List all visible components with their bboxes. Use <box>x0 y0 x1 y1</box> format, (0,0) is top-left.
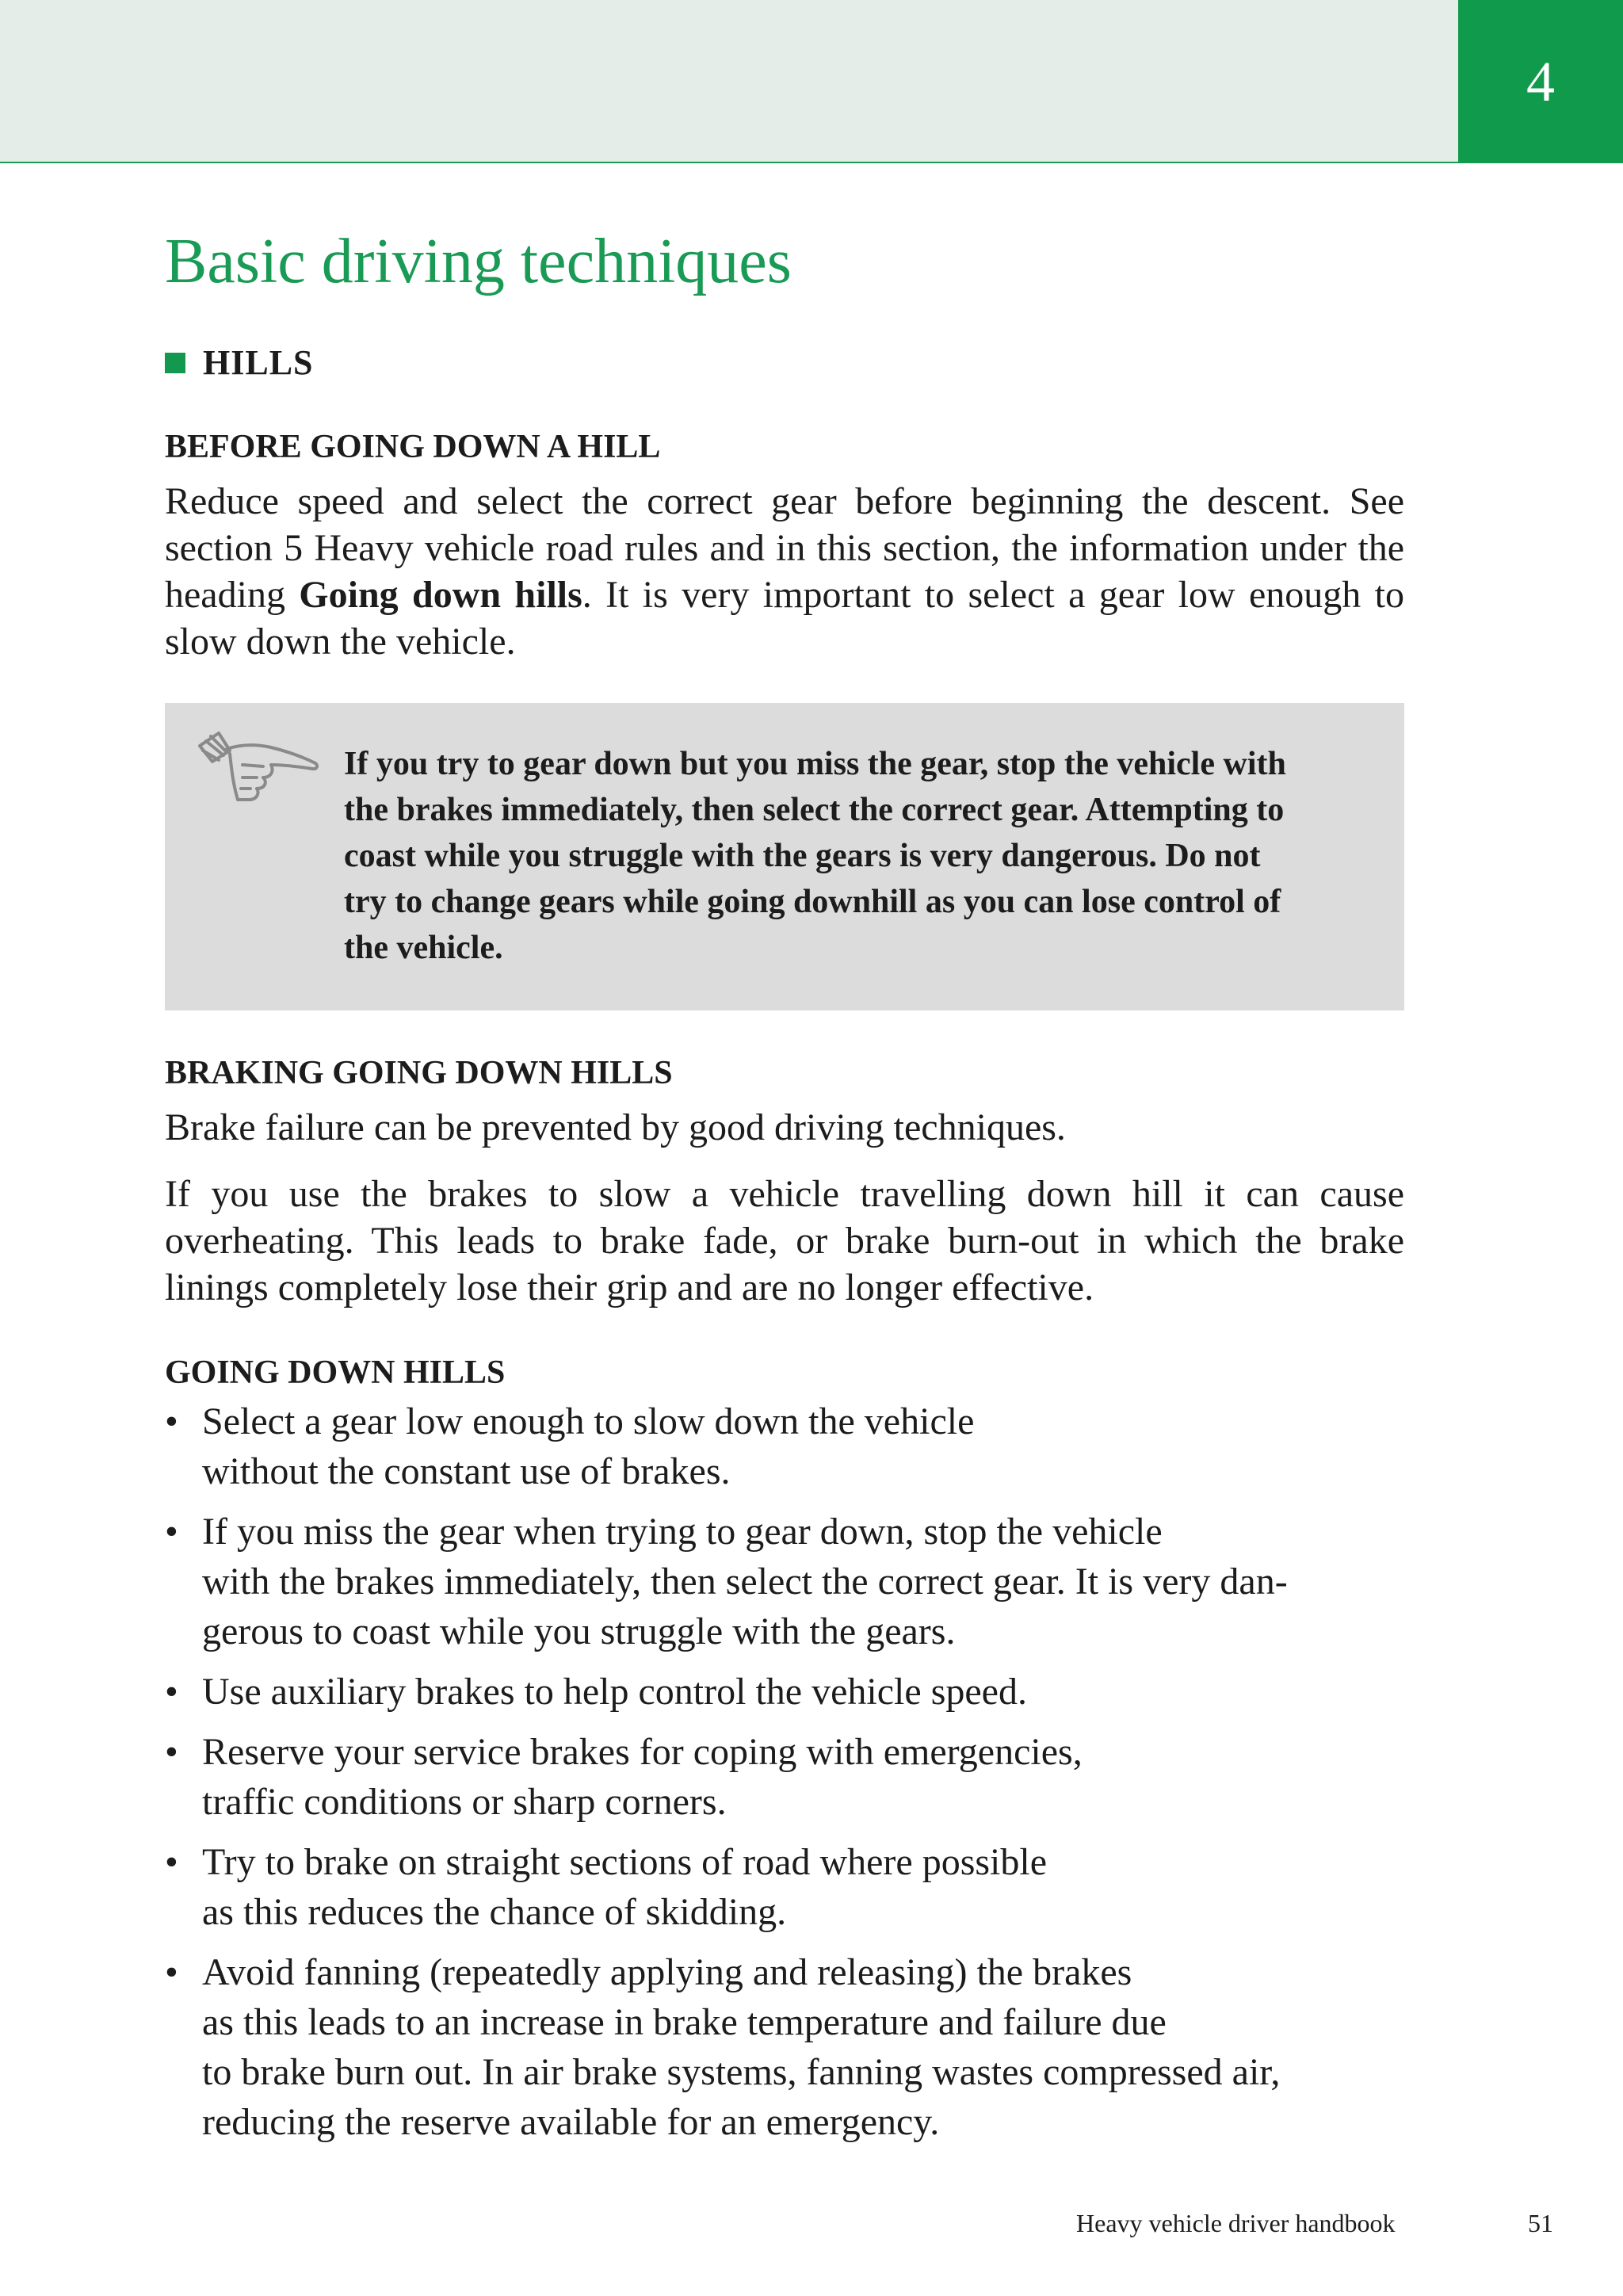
bullet-dot-icon: • <box>165 1671 178 1713</box>
list-item-text: Select a gear low enough to slow down the vehicle without the constant use of brakes. <box>202 1400 975 1492</box>
list-item-text: Avoid fanning (repeatedly applying and releasing) the brakes as this leads to an increase in brake temperature and failure due to brake burn out. In air brake systems, fanning wastes compressed air, reducing the reserve available for an emergency. <box>202 1951 1281 2143</box>
before-going-down-paragraph <box>165 478 1404 665</box>
list-item-text: Reserve your service brakes for coping with emergencies, traffic conditions or sharp corners. <box>202 1731 1083 1823</box>
chapter-number: 4 <box>1526 49 1555 113</box>
list-item <box>165 1837 1404 1937</box>
green-square-bullet-icon <box>165 353 185 373</box>
chapter-number-tab <box>1458 0 1623 163</box>
list-item-text: If you miss the gear when trying to gear down, stop the vehicle with the brakes immediately, then select the correct gear. It is very dan- gerous to coast while you struggle with the gears. <box>202 1511 1288 1652</box>
list-item <box>165 1947 1404 2147</box>
header-band <box>0 0 1458 163</box>
paragraph-text-end: . It is very important to select a gear low enough to slow down the vehicle. <box>165 574 1404 663</box>
pointing-hand-icon <box>195 728 322 808</box>
list-item <box>165 1507 1404 1656</box>
going-down-hills-list <box>165 1396 1404 2157</box>
bullet-dot-icon: • <box>165 1731 178 1773</box>
page-title: Basic driving techniques <box>165 227 792 296</box>
paragraph-text-start: Reduce speed and select the correct gear before beginning the descent. See section 5 Heavy vehicle road rules and in this section, the information under the heading <box>165 480 1404 616</box>
footer-handbook-title: Heavy vehicle driver handbook <box>1076 2209 1396 2237</box>
braking-heading: BRAKING GOING DOWN HILLS <box>165 1055 673 1091</box>
list-item <box>165 1727 1404 1827</box>
before-going-down-heading: BEFORE GOING DOWN A HILL <box>165 429 661 465</box>
bullet-dot-icon: • <box>165 1841 178 1883</box>
page-number: 51 <box>1528 2209 1553 2237</box>
braking-paragraph-2: If you use the brakes to slow a vehicle travelling down hill it can cause overheating. This leads to brake fade, or brake burn-out in which the brake linings completely lose their grip and are no longer effective. <box>165 1173 1404 1308</box>
list-item <box>165 1667 1404 1717</box>
list-item <box>165 1396 1404 1496</box>
warning-note-text: If you try to gear down but you miss the gear, stop the vehicle with the brakes immediately, then select the correct gear. Attempting to coast while you struggle with the gears is very dangerous. Do not try to change gears while going downhill as you can lose control of the vehicle. <box>344 746 1286 966</box>
braking-paragraph-1: Brake failure can be prevented by good driving techniques. <box>165 1106 1066 1148</box>
going-down-hills-heading: GOING DOWN HILLS <box>165 1354 506 1391</box>
list-item-text: Try to brake on straight sections of road where possible as this reduces the chance of skidding. <box>202 1841 1048 1933</box>
section-label: HILLS <box>203 343 314 382</box>
list-item-text: Use auxiliary brakes to help control the vehicle speed. <box>202 1671 1027 1713</box>
going-down-hills-reference: Going down hills <box>299 574 582 616</box>
warning-note-box <box>165 703 1404 1010</box>
bullet-dot-icon: • <box>165 1951 178 1993</box>
bullet-dot-icon: • <box>165 1400 178 1442</box>
bullet-dot-icon: • <box>165 1511 178 1553</box>
section-heading <box>165 342 314 383</box>
